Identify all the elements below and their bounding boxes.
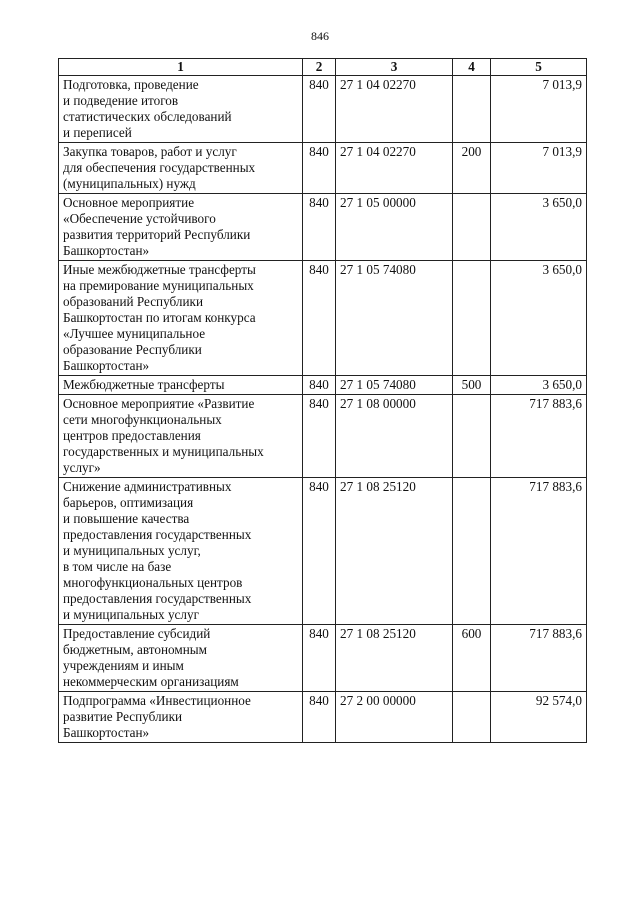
row-csr: 27 2 00 00000 xyxy=(336,692,453,743)
row-name: Закупка товаров, работ и услуг для обеспечения государственных (муниципальных) нужд xyxy=(59,143,303,194)
row-vr: 200 xyxy=(453,143,491,194)
row-amount: 7 013,9 xyxy=(491,76,587,143)
table-row xyxy=(59,395,587,478)
row-ved: 840 xyxy=(303,692,336,743)
row-vr xyxy=(453,194,491,261)
table-row xyxy=(59,692,587,743)
table-row xyxy=(59,261,587,376)
row-vr xyxy=(453,478,491,625)
table-header-row xyxy=(59,59,587,76)
table-row xyxy=(59,478,587,625)
row-ved: 840 xyxy=(303,625,336,692)
table-row xyxy=(59,625,587,692)
row-name: Иные межбюджетные трансферты на премирование муниципальных образований Республики Башкортостан по итогам конкурса «Лучшее муниципальное образование Республики Башкортостан» xyxy=(59,261,303,376)
row-amount: 717 883,6 xyxy=(491,395,587,478)
row-name: Снижение административных барьеров, оптимизация и повышение качества предоставления государственных и муниципальных услуг, в том числе на базе многофункциональных центров предоставления государственных и муниципальных услуг xyxy=(59,478,303,625)
row-name: Межбюджетные трансферты xyxy=(59,376,303,395)
header-col-5: 5 xyxy=(491,59,587,76)
table-row xyxy=(59,76,587,143)
header-col-2: 2 xyxy=(303,59,336,76)
row-csr: 27 1 08 25120 xyxy=(336,625,453,692)
row-csr: 27 1 05 74080 xyxy=(336,376,453,395)
header-col-1: 1 xyxy=(59,59,303,76)
row-ved: 840 xyxy=(303,478,336,625)
row-amount: 7 013,9 xyxy=(491,143,587,194)
table-row xyxy=(59,376,587,395)
row-amount: 717 883,6 xyxy=(491,478,587,625)
row-amount: 92 574,0 xyxy=(491,692,587,743)
table-row xyxy=(59,194,587,261)
table-row xyxy=(59,143,587,194)
row-name: Основное мероприятие «Развитие сети многофункциональных центров предоставления государственных и муниципальных услуг» xyxy=(59,395,303,478)
row-csr: 27 1 05 00000 xyxy=(336,194,453,261)
row-ved: 840 xyxy=(303,194,336,261)
row-csr: 27 1 08 00000 xyxy=(336,395,453,478)
row-vr xyxy=(453,692,491,743)
header-col-3: 3 xyxy=(336,59,453,76)
row-name: Подпрограмма «Инвестиционное развитие Республики Башкортостан» xyxy=(59,692,303,743)
row-vr xyxy=(453,76,491,143)
row-ved: 840 xyxy=(303,261,336,376)
row-name: Подготовка, проведение и подведение итогов статистических обследований и переписей xyxy=(59,76,303,143)
row-amount: 3 650,0 xyxy=(491,261,587,376)
row-csr: 27 1 05 74080 xyxy=(336,261,453,376)
page-number: 846 xyxy=(311,29,329,43)
row-vr xyxy=(453,261,491,376)
row-csr: 27 1 08 25120 xyxy=(336,478,453,625)
header-col-4: 4 xyxy=(453,59,491,76)
row-amount: 717 883,6 xyxy=(491,625,587,692)
row-ved: 840 xyxy=(303,395,336,478)
row-amount: 3 650,0 xyxy=(491,194,587,261)
row-ved: 840 xyxy=(303,76,336,143)
row-vr: 600 xyxy=(453,625,491,692)
row-csr: 27 1 04 02270 xyxy=(336,76,453,143)
row-ved: 840 xyxy=(303,376,336,395)
row-ved: 840 xyxy=(303,143,336,194)
row-name: Предоставление субсидий бюджетным, автономным учреждениям и иным некоммерческим организациям xyxy=(59,625,303,692)
row-name: Основное мероприятие «Обеспечение устойчивого развития территорий Республики Башкортостан» xyxy=(59,194,303,261)
row-vr: 500 xyxy=(453,376,491,395)
row-vr xyxy=(453,395,491,478)
budget-table xyxy=(58,58,587,743)
row-csr: 27 1 04 02270 xyxy=(336,143,453,194)
row-amount: 3 650,0 xyxy=(491,376,587,395)
